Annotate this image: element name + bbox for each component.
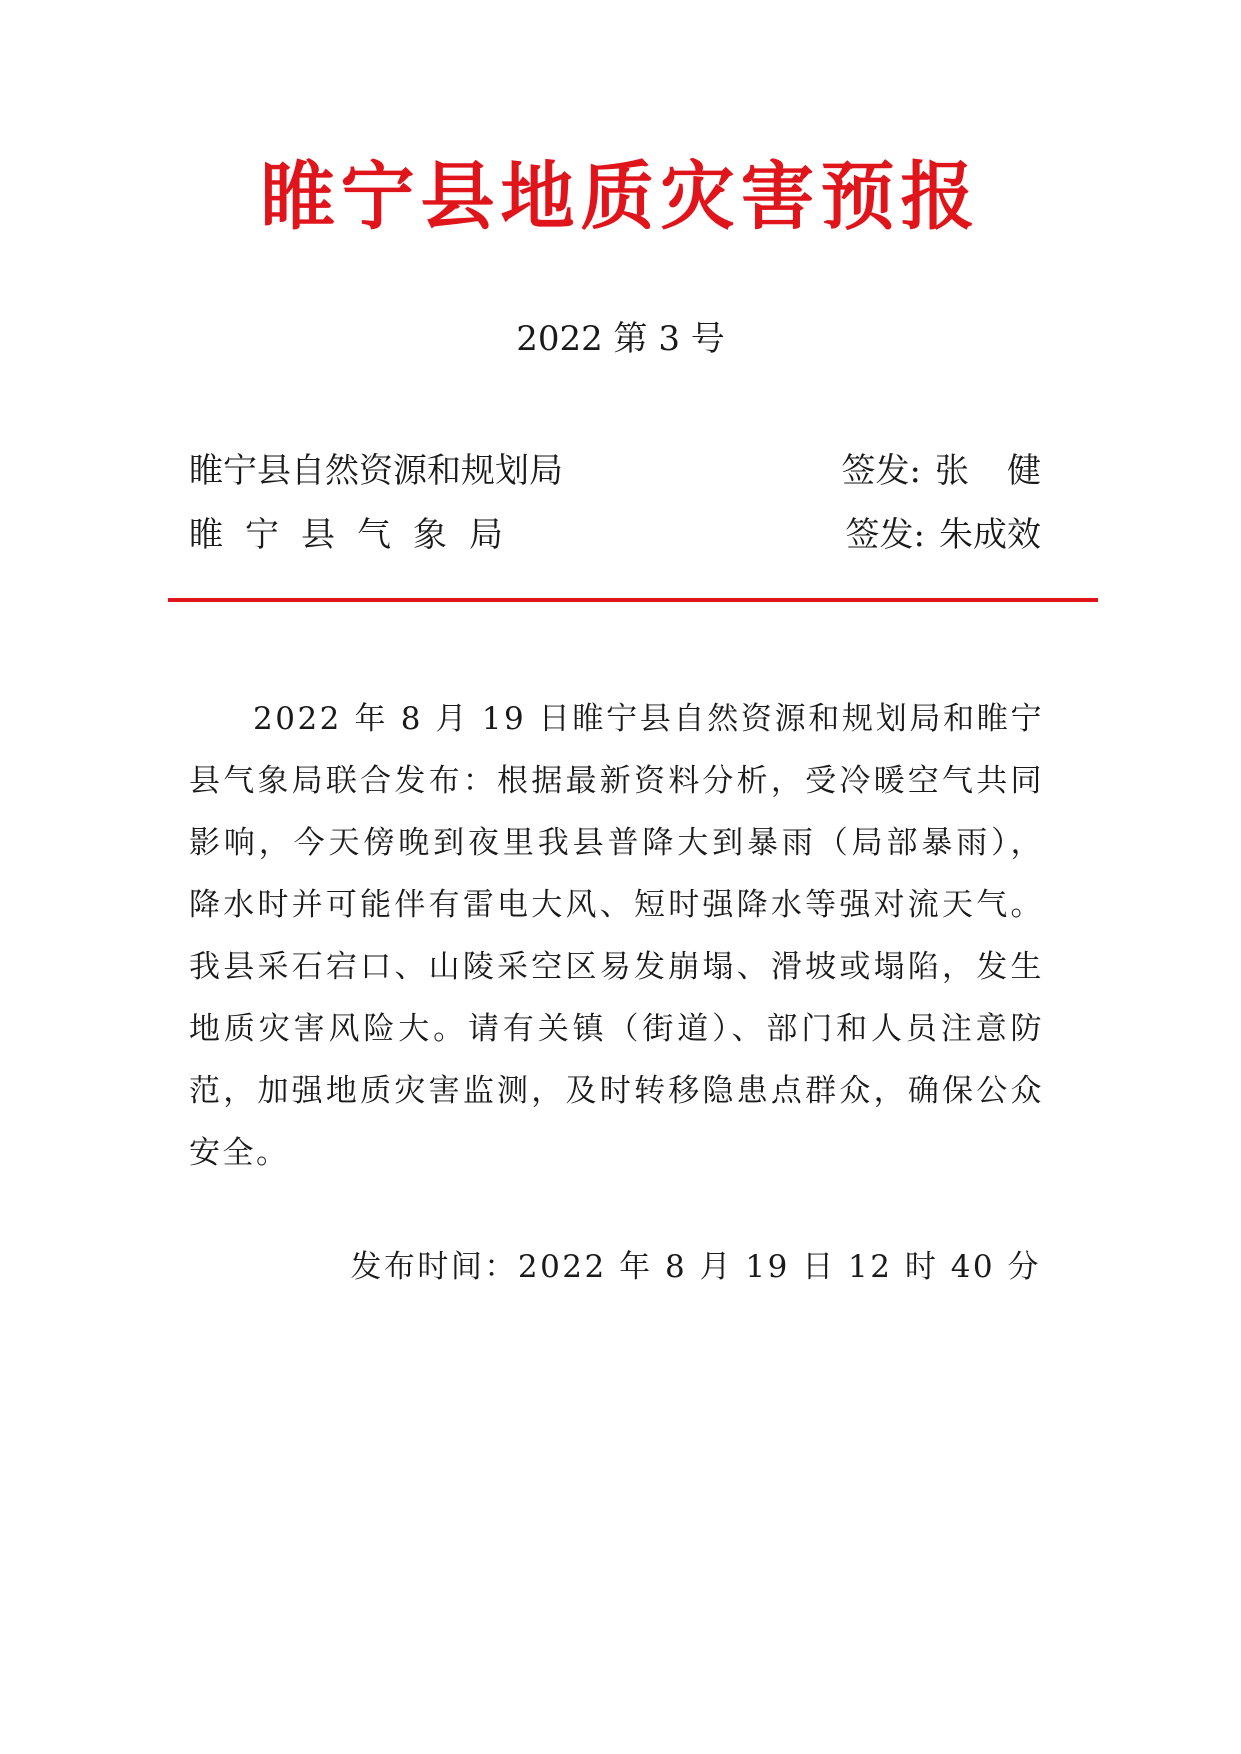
issuer-org: 睢宁县自然资源和规划局 — [189, 451, 563, 491]
issuer-org: 睢宁县气象局 — [189, 515, 525, 555]
signer-name: 张健 — [935, 451, 1079, 491]
body-paragraph: 2022 年 8 月 19 日睢宁县自然资源和规划局和睢宁县气象局联合发布：根据最新资料分析，受冷暖空气共同影响，今天傍晚到夜里我县普降大到暴雨（局部暴雨），降水时并可能伴有雷电大风、短时强降水等强对流天气。我县采石宕口、山陵采空区易发崩塌、滑坡或塌陷，发生地质灾害风险大。请有关镇（街道）、部门和人员注意防范，加强地质灾害监测，及时转移隐患点群众，确保公众安全。 — [189, 701, 1044, 1171]
red-divider-line — [168, 598, 1098, 602]
sign-label: 签发: — [841, 451, 921, 491]
sign-label: 签发: — [845, 515, 925, 555]
issuer-row — [189, 515, 1041, 555]
issuer-signature — [845, 515, 1041, 555]
issuer-signature — [841, 451, 1079, 491]
signer-name: 朱成效 — [939, 515, 1041, 555]
issuer-row — [189, 451, 1079, 491]
document-title: 睢宁县地质灾害预报 — [260, 154, 981, 240]
issue-number: 2022 第 3 号 — [516, 319, 725, 359]
release-time: 发布时间：2022 年 8 月 19 日 12 时 40 分 — [350, 1249, 1041, 1285]
